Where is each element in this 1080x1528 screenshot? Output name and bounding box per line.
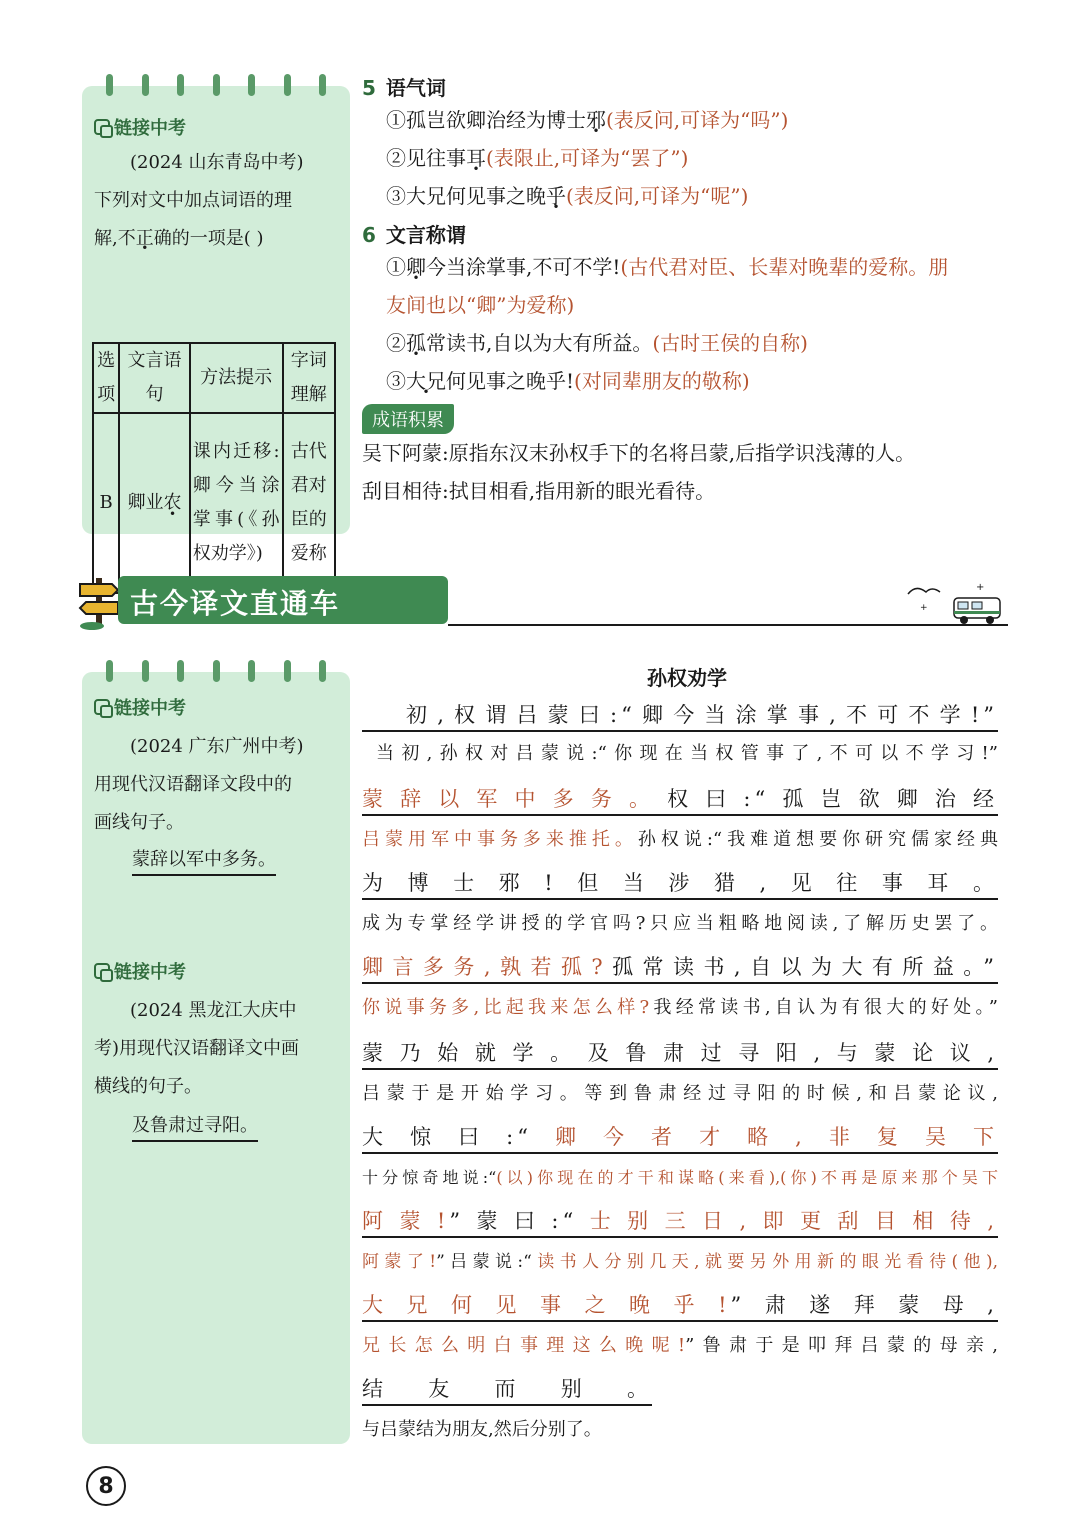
camper-van-icon [904, 580, 1004, 626]
original-line [362, 1122, 998, 1154]
translation-fragment: (以)你现在的才干和谋略(来看),(你)不再是原来那个吴下 [496, 1168, 999, 1187]
link-exam-label: 链接中考 [114, 118, 186, 139]
table-header: 方法提示 [190, 343, 283, 413]
note-text: (对同辈朋友的敬称) [574, 369, 750, 393]
translation-line [362, 826, 998, 854]
original-line: 结友而别。 [362, 1374, 652, 1406]
section-title: 文言称谓 [385, 223, 466, 247]
signpost-icon [78, 572, 122, 630]
original-fragment: 权曰:“孤岂欲卿治经 [667, 787, 998, 811]
example-text: ②见往事 [386, 146, 466, 170]
translation-line [362, 1248, 998, 1276]
question-table [92, 342, 336, 594]
example-text: 今当涂掌事,不可不学! [426, 255, 621, 279]
binder-rings [106, 74, 326, 96]
original-line [362, 1290, 998, 1322]
translation-line: 吕蒙于是开始学习。等到鲁肃经过寻阳的时候,和吕蒙论议, [362, 1083, 998, 1104]
original-fragment: 孤常读书,自以为大有所益。” [606, 955, 998, 979]
translation-fragment: 我经常读书,自认为有很大的好处。” [649, 997, 998, 1018]
emphasis-text: 不正确 [117, 228, 172, 249]
translation-line: 与吕蒙结为朋友,然后分别了。 [362, 1419, 602, 1440]
ring [177, 660, 184, 682]
notes-section [362, 72, 1012, 510]
ring [213, 660, 220, 682]
translation-line [362, 994, 998, 1022]
translation-line: 当初,孙权对吕蒙说:“你现在当权管事了,不可以不学习!” [376, 743, 998, 764]
link-exam-card-bottom [82, 672, 350, 1444]
ring [142, 74, 149, 96]
underlined-sentence: 及鲁肃过寻阳。 [132, 1112, 258, 1142]
question-line: (2024 黑龙江大庆中 [130, 1000, 297, 1021]
question-line: (2024 山东青岛中考) [130, 152, 304, 173]
idiom-block [362, 404, 1012, 434]
emphasis-text: 耳 [466, 146, 486, 170]
underlined-sentence: 蒙辞以军中多务。 [132, 846, 276, 876]
translation-fragment: ”鲁肃于是叩拜吕蒙的母亲, [685, 1335, 998, 1356]
example-line [362, 248, 1012, 286]
original-line: 为博士邪!但当涉猎,见往事耳。 [362, 868, 998, 900]
translation-line [362, 1332, 998, 1360]
note-text: (古时王侯的自称) [652, 331, 808, 355]
translation-fragment: 你说事务多,比起我来怎么样? [362, 997, 650, 1018]
question-line: 用现代汉语翻译文段中的 [94, 774, 292, 795]
original-fragment: 大惊曰:“ [362, 1125, 532, 1149]
table-header: 选项 [93, 343, 119, 413]
idiom-item: 吴下阿蒙:原指东汉末孙权手下的名将吕蒙,后指学识浅薄的人。 [362, 441, 916, 465]
question-line: 考)用现代汉语翻译文中画 [94, 1038, 300, 1059]
example-text: ② [386, 331, 406, 355]
translation-fragment: 阿蒙了! [362, 1252, 437, 1272]
page-number: 8 [86, 1466, 126, 1506]
example-line [362, 101, 1012, 139]
ring [106, 74, 113, 96]
question-line [94, 220, 336, 258]
note-text: (表反问,可译为“呢”) [566, 184, 749, 208]
example-text: ③ [386, 369, 406, 393]
example-line [362, 324, 1012, 362]
translation-line: 成为专掌经学讲授的学官吗?只应当粗略地阅读,了解历史罢了。 [362, 913, 998, 934]
original-fragment: 卿言多务,孰若孤? [362, 955, 607, 979]
ring [106, 660, 113, 682]
link-exam-card-top [82, 86, 350, 564]
ring [284, 660, 291, 682]
svg-text:+: + [976, 582, 985, 593]
table-cell-method: 课内迁移:卿今当涂掌事(《孙权劝学》) [190, 413, 283, 593]
example-line [362, 362, 1012, 400]
link-exam-label: 链接中考 [114, 698, 186, 719]
translation-fragment: 孙权说:“我难道想要你研究儒家经典 [637, 829, 999, 850]
note-text: 友间也以“卿”为爱称) [386, 293, 575, 317]
question-line: (2024 广东广州中考) [130, 736, 304, 757]
emphasis-text: 孤 [406, 331, 426, 355]
section-number: 5 [362, 76, 376, 100]
link-exam-heading [94, 958, 186, 984]
example-text: ①孤岂欲卿治经为博士 [386, 108, 586, 132]
emphasis-text: 邪 [586, 108, 606, 132]
question-fragment: 的一项是( ) [171, 228, 264, 249]
example-text: 何见事之晚乎! [446, 369, 575, 393]
section-heading [362, 72, 1012, 101]
ring [248, 74, 255, 96]
original-line [362, 784, 998, 816]
original-fragment: 卿今者才略,非复吴下 [531, 1125, 998, 1149]
link-exam-heading [94, 114, 186, 140]
sentence-text: 卿业 [127, 492, 164, 513]
question-line: 画线句子。 [94, 812, 184, 833]
example-line [362, 139, 1012, 177]
link-icon [94, 699, 110, 715]
ring [213, 74, 220, 96]
svg-text:+: + [920, 603, 928, 613]
original-line: 初,权谓吕蒙曰:“卿今当涂掌事,不可不学!” [362, 700, 998, 732]
ring [284, 74, 291, 96]
table-cell-meaning: 古代君对臣的爱称 [283, 413, 335, 593]
original-fragment: 阿蒙! [362, 1209, 450, 1233]
translation-fragment: 读书人分别几天,就要另外用新的眼光看待(他), [531, 1252, 998, 1272]
link-exam-heading [94, 694, 186, 720]
emphasis-text: 大兄 [406, 369, 446, 393]
question-text [94, 728, 336, 842]
original-fragment: 士别三日,即更刮目相待, [577, 1209, 998, 1233]
question-line: 下列对文中加点词语的理 [94, 190, 292, 211]
idiom-tag: 成语积累 [362, 404, 454, 434]
translation-fragment: 吕蒙用军中事务多来推托。 [362, 829, 638, 850]
translation-fragment: ”吕蒙说:“ [436, 1252, 532, 1272]
link-icon [94, 119, 110, 135]
example-text: ① [386, 255, 406, 279]
binder-rings [106, 660, 326, 682]
link-icon [94, 963, 110, 979]
question-text [94, 144, 336, 258]
question-fragment: 解, [94, 228, 118, 249]
original-line: 蒙乃始就学。及鲁肃过寻阳,与蒙论议, [362, 1038, 998, 1070]
note-text: (表反问,可译为“吗”) [606, 108, 789, 132]
link-exam-label: 链接中考 [114, 962, 186, 983]
original-fragment: ”蒙曰:“ [449, 1209, 578, 1233]
question-text [94, 992, 336, 1106]
emphasis-text: 乎 [546, 184, 566, 208]
original-fragment: 大兄何见事之晚乎! [362, 1293, 731, 1317]
ring [177, 74, 184, 96]
original-fragment: 蒙辞以军中多务。 [362, 787, 668, 811]
example-text: ③大兄何见事之晚 [386, 184, 546, 208]
emphasis-text: 农 [163, 492, 182, 513]
question-line: 横线的句子。 [94, 1076, 202, 1097]
ring [319, 660, 326, 682]
original-fragment: ”肃遂拜蒙母, [730, 1293, 998, 1317]
translation-line [362, 1164, 998, 1192]
note-text: (古代君对臣、长辈对晚辈的爱称。朋 [620, 255, 949, 279]
section-number: 6 [362, 223, 376, 247]
table-cell-sentence [119, 413, 190, 593]
note-text: (表限止,可译为“罢了”) [486, 146, 689, 170]
passage-title: 孙权劝学 [647, 666, 727, 690]
emphasis-text: 卿 [406, 255, 426, 279]
ring [319, 74, 326, 96]
translation-fragment: 十分惊奇地说:“ [362, 1168, 497, 1187]
example-line [362, 177, 1012, 215]
section-heading [362, 219, 1012, 248]
section-banner [78, 572, 1008, 630]
ring [248, 660, 255, 682]
idiom-item: 刮目相待:拭目相看,指用新的眼光看待。 [362, 479, 716, 503]
original-line [362, 952, 998, 984]
table-row [93, 413, 335, 593]
ring [142, 660, 149, 682]
table-cell-option: B [93, 413, 119, 593]
translation-fragment: 兄长怎么明白事理这么晚呢! [362, 1335, 686, 1356]
example-text: 常读书,自以为大有所益。 [426, 331, 653, 355]
table-header: 文言语句 [119, 343, 190, 413]
table-header-row [93, 343, 335, 413]
section-title: 语气词 [385, 76, 446, 100]
original-line [362, 1206, 998, 1238]
banner-title: 古今译文直通车 [130, 587, 341, 620]
table-header: 字词理解 [283, 343, 335, 413]
